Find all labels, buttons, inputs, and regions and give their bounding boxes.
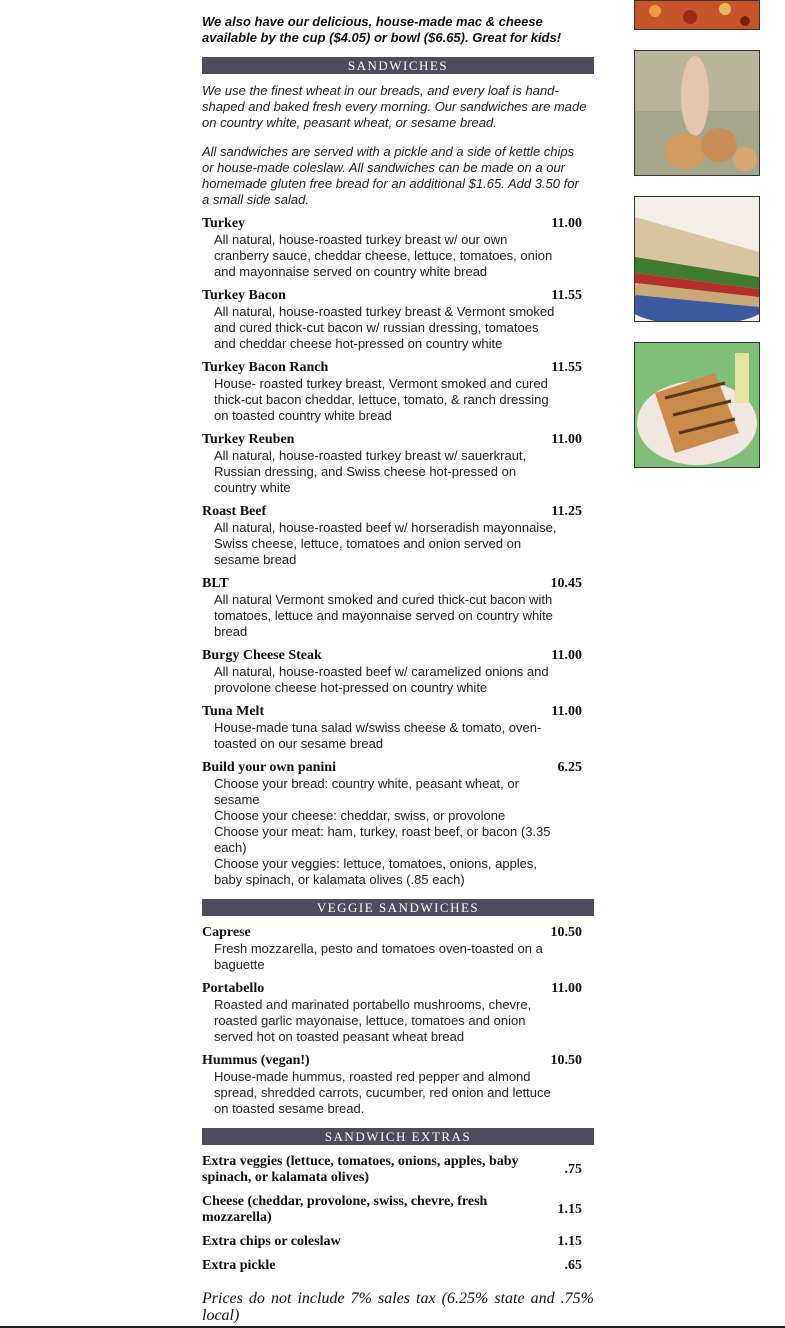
- item-price: 10.45: [550, 576, 582, 591]
- item-description: All natural, house-roasted turkey breast & Vermont smoked and cured thick-cut bacon w/ russian dressing, tomatoes and cheddar cheese hot-pressed on country white: [214, 304, 555, 351]
- section-header-sandwich-extras: SANDWICH EXTRAS: [202, 1128, 594, 1145]
- menu-item-tuna-melt: [202, 704, 594, 752]
- item-description: House-made tuna salad w/swiss cheese & tomato, oven-toasted on our sesame bread: [214, 720, 542, 751]
- item-price: 11.00: [551, 704, 582, 719]
- item-description: Fresh mozzarella, pesto and tomatoes oven-toasted on a baguette: [214, 941, 543, 972]
- extra-item-cheese: [202, 1194, 594, 1226]
- item-price: 1.15: [557, 1202, 582, 1217]
- sales-tax-note: Prices do not include 7% sales tax (6.25% state and .75% local): [202, 1290, 594, 1324]
- item-name: Caprese: [202, 925, 251, 940]
- extra-item-pickle: [202, 1258, 594, 1274]
- pizza-photo: [634, 0, 760, 30]
- item-name: Extra chips or coleslaw: [202, 1234, 341, 1249]
- menu-item-caprese: [202, 925, 594, 973]
- panini-meat-option: Choose your meat: ham, turkey, roast beef, or bacon (3.35 each): [214, 824, 551, 855]
- section-header-sandwiches: SANDWICHES: [202, 57, 594, 74]
- item-price: 11.00: [551, 981, 582, 996]
- item-name: Extra veggies (lettuce, tomatoes, onions, apples, baby spinach, or kalamata olives): [202, 1154, 519, 1185]
- item-price: 10.50: [550, 925, 582, 940]
- item-name: BLT: [202, 576, 229, 591]
- item-description: House-made hummus, roasted red pepper and almond spread, shredded carrots, cucumber, red onion and lettuce on toasted sesame bread.: [214, 1069, 551, 1116]
- menu-item-turkey-bacon: [202, 288, 594, 352]
- menu-item-turkey: [202, 216, 594, 280]
- item-description: All natural, house-roasted beef w/ horseradish mayonnaise, Swiss cheese, lettuce, tomatoes and onion served on sesame bread: [214, 520, 557, 567]
- eggs-photo: [634, 50, 760, 176]
- item-price: 11.00: [551, 216, 582, 231]
- item-name: Hummus (vegan!): [202, 1053, 310, 1068]
- item-price: .65: [564, 1258, 582, 1273]
- item-price: 10.50: [550, 1053, 582, 1068]
- item-price: 11.55: [551, 288, 582, 303]
- item-name: Extra pickle: [202, 1258, 276, 1273]
- item-name: Tuna Melt: [202, 704, 265, 719]
- item-name: Turkey Bacon Ranch: [202, 360, 329, 375]
- menu-item-build-your-own-panini: [202, 760, 594, 888]
- sides-note: All sandwiches are served with a pickle and a side of kettle chips or house-made coleslaw. All sandwiches can be made on a our homemade gluten free bread for an additional $1.65. Add 3.50 for a small side salad.: [202, 144, 579, 207]
- item-name: Build your own panini: [202, 760, 336, 775]
- panini-bread-option: Choose your bread: country white, peasant wheat, or sesame: [214, 776, 519, 807]
- mac-cheese-note: We also have our delicious, house-made mac & cheese available by the cup ($4.05) or bowl ($6.65). Great for kids!: [202, 14, 562, 45]
- item-name: Turkey Reuben: [202, 432, 295, 447]
- bread-note: We use the finest wheat in our breads, and every loaf is hand-shaped and baked fresh every morning. Our sandwiches are made on country white, peasant wheat, or sesame bread.: [202, 83, 587, 130]
- panini-cheese-option: Choose your cheese: cheddar, swiss, or provolone: [214, 808, 506, 823]
- menu-item-roast-beef: [202, 504, 594, 568]
- item-description: House- roasted turkey breast, Vermont smoked and cured thick-cut bacon cheddar, lettuce, tomato, & ranch dressing on toasted country white bread: [214, 376, 549, 423]
- item-description: All natural Vermont smoked and cured thick-cut bacon with tomatoes, lettuce and mayonnaise served on country white bread: [214, 592, 553, 639]
- item-name: Turkey: [202, 216, 246, 231]
- item-price: 11.00: [551, 432, 582, 447]
- menu-item-hummus: [202, 1053, 594, 1117]
- item-description: All natural, house-roasted turkey breast w/ sauerkraut, Russian dressing, and Swiss cheese hot-pressed on country white: [214, 448, 527, 495]
- item-price: 11.00: [551, 648, 582, 663]
- item-name: Cheese (cheddar, provolone, swiss, chevre, fresh mozzarella): [202, 1194, 488, 1225]
- item-price: 11.55: [551, 360, 582, 375]
- item-price: .75: [564, 1162, 582, 1177]
- panini-photo: [634, 342, 760, 468]
- item-price: 6.25: [557, 760, 582, 775]
- menu-item-turkey-bacon-ranch: [202, 360, 594, 424]
- item-name: Portabello: [202, 981, 265, 996]
- item-name: Burgy Cheese Steak: [202, 648, 322, 663]
- item-price: 1.15: [557, 1234, 582, 1249]
- section-header-veggie-sandwiches: VEGGIE SANDWICHES: [202, 899, 594, 916]
- item-name: Turkey Bacon: [202, 288, 286, 303]
- club-sandwich-photo: [634, 196, 760, 322]
- menu-item-blt: [202, 576, 594, 640]
- panini-veggie-option: Choose your veggies: lettuce, tomatoes, onions, apples, baby spinach, or kalamata olives (.85 each): [214, 856, 538, 887]
- item-description: Roasted and marinated portabello mushrooms, chevre, roasted garlic mayonaise, lettuce, tomatoes and onion served hot on toasted peasant wheat bread: [214, 997, 532, 1044]
- item-description: All natural, house-roasted turkey breast w/ our own cranberry sauce, cheddar cheese, lettuce, tomatoes, onion and mayonnaise served on country white bread: [214, 232, 553, 279]
- item-name: Roast Beef: [202, 504, 267, 519]
- item-description: All natural, house-roasted beef w/ caramelized onions and provolone cheese hot-pressed on country white: [214, 664, 549, 695]
- menu-item-burgy-cheese-steak: [202, 648, 594, 696]
- extra-item-chips-coleslaw: [202, 1234, 594, 1250]
- menu-item-portabello: [202, 981, 594, 1045]
- menu-item-turkey-reuben: [202, 432, 594, 496]
- extra-item-veggies: [202, 1154, 594, 1186]
- item-price: 11.25: [551, 504, 582, 519]
